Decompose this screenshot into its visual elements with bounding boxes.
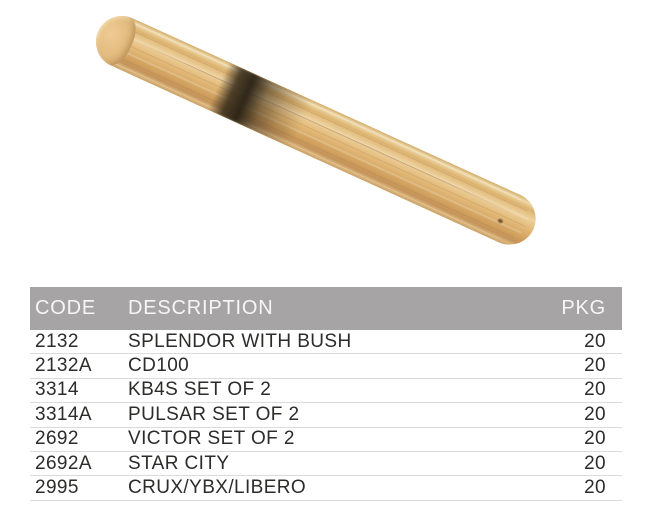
cell-pkg: 20: [584, 379, 606, 401]
table-row: [30, 476, 622, 500]
table-row: [30, 379, 622, 403]
product-table: [30, 287, 622, 501]
table-row: [30, 428, 622, 452]
cell-code: 3314: [35, 379, 79, 401]
cell-code: 2132: [35, 330, 79, 352]
cell-description: CD100: [128, 355, 190, 377]
cell-code: 2995: [35, 477, 79, 499]
cell-pkg: 20: [584, 477, 606, 499]
cell-description: VICTOR SET OF 2: [128, 428, 295, 450]
cell-code: 3314A: [35, 403, 92, 425]
cell-pkg: 20: [584, 403, 606, 425]
cell-code: 2692A: [35, 452, 92, 474]
table-row: [30, 330, 622, 354]
table-header-row: [30, 287, 622, 330]
column-header-pkg: PKG: [561, 297, 606, 319]
table-row: [30, 452, 622, 476]
cell-pkg: 20: [584, 452, 606, 474]
cell-pkg: 20: [584, 355, 606, 377]
cell-description: STAR CITY: [128, 452, 230, 474]
cell-description: SPLENDOR WITH BUSH: [128, 330, 352, 352]
wood-facet-line: [128, 37, 518, 215]
charred-band: [208, 62, 313, 147]
column-header-description: DESCRIPTION: [128, 297, 274, 319]
wooden-handle-image: [88, 8, 545, 254]
cell-code: 2132A: [35, 355, 92, 377]
cell-description: CRUX/YBX/LIBERO: [128, 477, 307, 499]
table-row: [30, 403, 622, 427]
column-header-code: CODE: [35, 297, 96, 319]
cell-pkg: 20: [584, 330, 606, 352]
table-row: [30, 354, 622, 378]
cell-pkg: 20: [584, 428, 606, 450]
cell-description: KB4S SET OF 2: [128, 379, 272, 401]
cell-code: 2692: [35, 428, 79, 450]
cell-description: PULSAR SET OF 2: [128, 403, 300, 425]
wood-grain-texture: [96, 14, 535, 247]
